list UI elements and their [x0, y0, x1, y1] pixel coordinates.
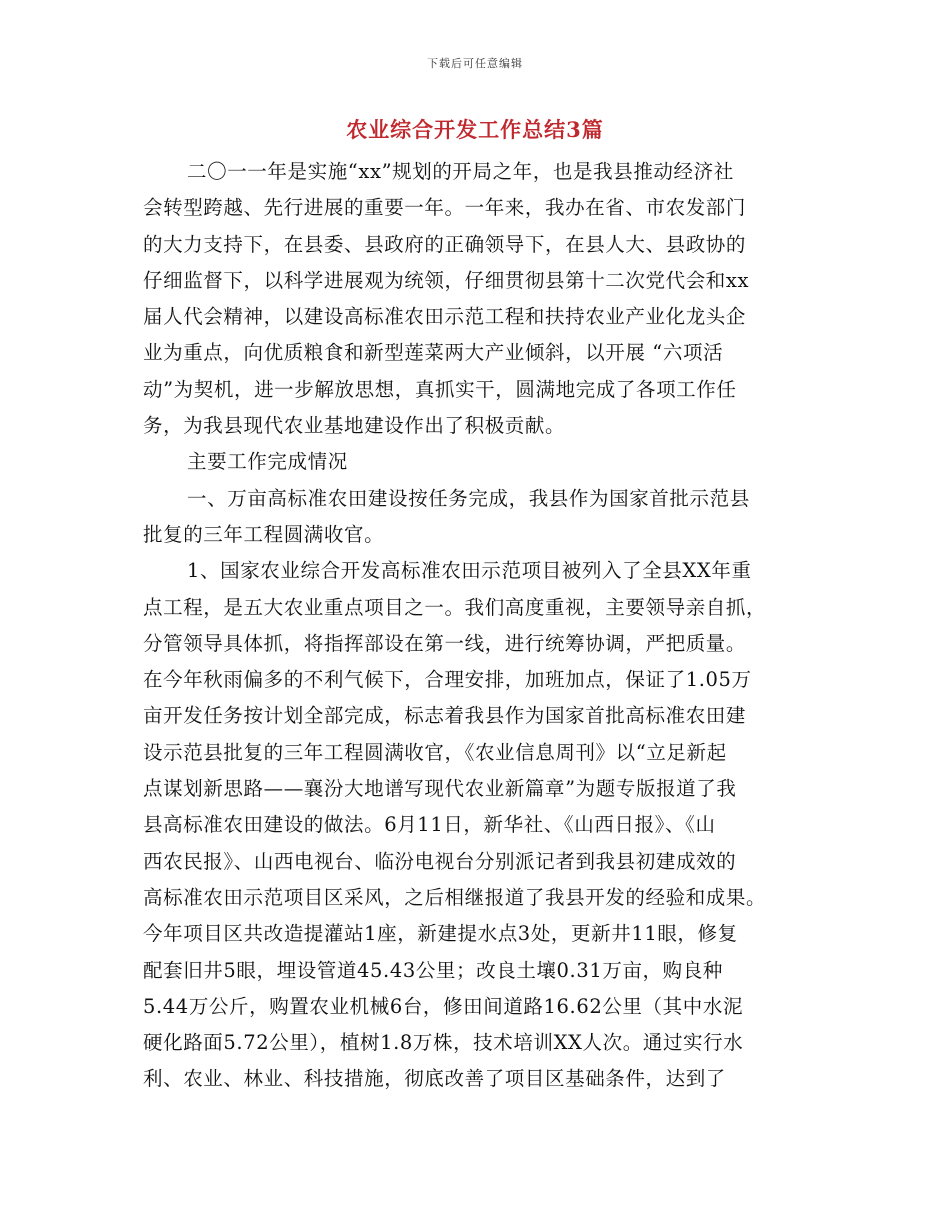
text-line: 会转型跨越、先行进展的重要一年。一年来，我办在省、市农发部门: [143, 196, 747, 220]
text-line: 分管领导具体抓，将指挥部设在第一线，进行统筹协调，严把质量。: [143, 631, 747, 655]
text-line: 5.44万公斤，购置农业机械6台，修田间道路16.62公里（其中水泥: [143, 994, 744, 1018]
text-line: 利、农业、林业、科技措施，彻底改善了项目区基础条件，达到了: [143, 1067, 726, 1091]
text-line: 县高标准农田建设的做法。6月11日，新华社、《山西日报》、《山: [143, 813, 716, 837]
text-line: 亩开发任务按计划全部完成，标志着我县作为国家首批高标准农田建: [143, 704, 747, 728]
document-body: [143, 154, 811, 1098]
header-note: 下载后可任意编辑: [427, 57, 523, 70]
text-line: 配套旧井5眼，埋设管道45.43公里；改良土壤0.31万亩，购良种: [143, 958, 723, 982]
section-heading: 主要工作完成情况: [187, 450, 348, 474]
text-line: 仔细监督下，以科学进展观为统领，仔细贯彻县第十二次党代会和xx: [143, 268, 750, 292]
text-line: 设示范县批复的三年工程圆满收官，《农业信息周刊》以“立足新起: [143, 740, 727, 764]
text-line: 业为重点，向优质粮食和新型莲菜两大产业倾斜，以开展 “六项活: [143, 341, 724, 365]
text-line: 西农民报》、山西电视台、临汾电视台分别派记者到我县初建成效的: [143, 849, 737, 873]
document-title: 农业综合开发工作总结3篇: [346, 117, 604, 142]
text-line: 点工程，是五大农业重点项目之一。我们高度重视，主要领导亲自抓，: [143, 595, 767, 619]
text-line: 1、国家农业综合开发高标准农田示范项目被列入了全县XX年重: [187, 559, 752, 583]
text-line: 二〇一一年是实施“xx”规划的开局之年，也是我县推动经济社: [187, 160, 734, 183]
text-line: 动”为契机，进一步解放思想，真抓实干，圆满地完成了各项工作任: [143, 377, 737, 401]
text-line: 的大力支持下，在县委、县政府的正确领导下，在县人大、县政协的: [143, 232, 747, 256]
text-line: 在今年秋雨偏多的不利气候下，合理安排，加班加点，保证了1.05万: [143, 668, 752, 692]
text-line: 高标准农田示范项目区采风，之后相继报道了我县开发的经验和成果。: [143, 885, 767, 909]
text-line: 务，为我县现代农业基地建设作出了积极贡献。: [143, 414, 566, 438]
text-line: 今年项目区共改造提灌站1座，新建提水点3处，更新井11眼，修复: [143, 922, 738, 946]
text-line: 一、万亩高标准农田建设按任务完成，我县作为国家首批示范县: [187, 486, 750, 510]
text-line: 届人代会精神，以建设高标准农田示范工程和扶持农业产业化龙头企: [143, 305, 747, 329]
text-line: 硬化路面5.72公里），植树1.8万株，技术培训XX人次。通过实行水: [143, 1031, 744, 1055]
text-line: 点谋划新思路——襄汾大地谱写现代农业新篇章”为题专版报道了我: [143, 777, 737, 801]
text-line: 批复的三年工程圆满收官。: [143, 522, 385, 546]
